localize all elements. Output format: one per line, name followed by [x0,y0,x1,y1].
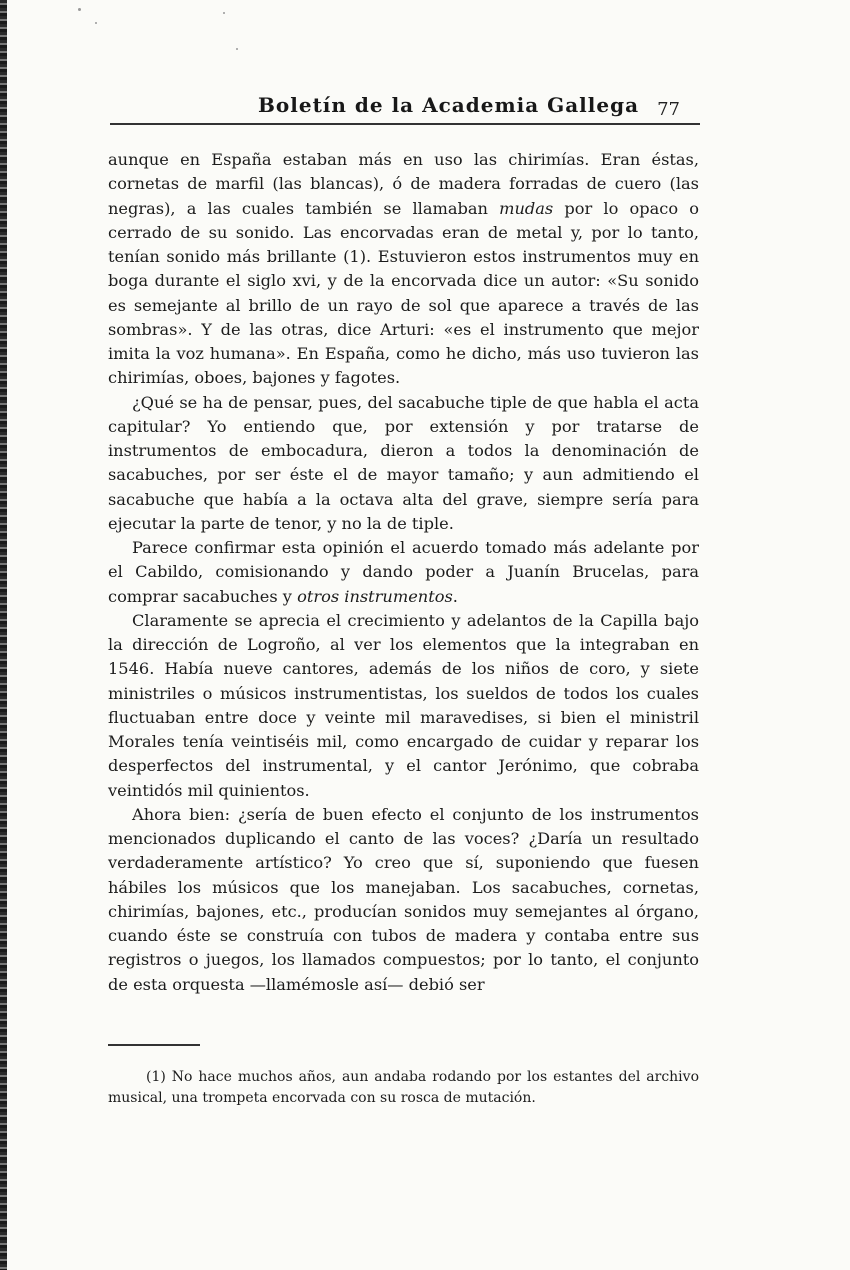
paragraph: aunque en España estaban más en uso las chirimías. Eran éstas, cornetas de marfil (las blancas), ó de madera forradas de cuero (las negras), a las cuales también se llamaban mudas por lo opaco o cerrado de su sonido. Las encorvadas eran de metal y, por lo tanto, tenían sonido más brillante (1). Estuvieron estos instrumentos muy en boga durante el siglo xvi, y de la encorvada dice un autor: «Su sonido es semejante al brillo de un rayo de sol que aparece a través de las sombras». Y de las otras, dice Arturi: «es el instrumento que mejor imita la voz humana». En España, como he dicho, más uso tuvieron las chirimías, oboes, bajones y fagotes. [108,150,699,388]
footnote: (1) No hace muchos años, aun andaba rodando por los estantes del archivo musical, una trompeta encorvada con su rosca de mutación. [108,1069,699,1106]
paragraph: Ahora bien: ¿sería de buen efecto el conjunto de los instrumentos mencionados duplicando el canto de las voces? ¿Daría un resultado verdaderamente artístico? Yo creo que sí, suponiendo que fuesen hábiles los músicos que los manejaban. Los sacabuches, cornetas, chirimías, bajones, etc., producían sonidos muy semejantes al órgano, cuando éste se construía con tubos de madera y contaba entre sus registros o juegos, los llamados compuestos; por lo tanto, el conjunto de esta orquesta —llamémosle así— debió ser [108,804,699,994]
italic-term: mudas [499,198,554,218]
paragraph: Claramente se aprecia el crecimiento y adelantos de la Capilla bajo la dirección de Logroño, al ver los elementos que la integraban en 1546. Había nueve cantores, además de los niños de coro, y siete ministriles o músicos instrumentistas, los sueldos de todos los cuales fluctuaban entre doce y veinte mil maravedises, si bien el ministril Morales tenía veintiséis mil, como encargado de cuidar y reparar los desperfectos del instrumental, y el cantor Jerónimo, que cobraba veintidós mil quinientos. [108,610,699,800]
body-text [108,148,699,997]
scan-binding-edge [0,0,7,1270]
scan-speck [223,12,225,14]
footnote-rule [108,1044,200,1046]
scan-speck [95,22,97,24]
running-header [110,93,700,125]
paragraph: ¿Qué se ha de pensar, pues, del sacabuche tiple de que habla el acta capitular? Yo entiendo que, por extensión y por tratarse de instrumentos de embocadura, dieron a todos la denominación de sacabuches, por ser éste el de mayor tamaño; y aun admitiendo el sacabuche que había a la octava alta del grave, siempre sería para ejecutar la parte de tenor, y no la de tiple. [108,392,699,533]
scan-speck [236,48,238,50]
paragraph: Parece confirmar esta opinión el acuerdo tomado más adelante por el Cabildo, comisionando y dando poder a Juanín Brucelas, para comprar sacabuches y otros instrumentos. [108,538,699,606]
italic-term: otros instrumentos [297,586,453,606]
header-rule [110,123,700,125]
journal-title: Boletín de la Academia Gallega [258,93,640,117]
scan-speck [78,8,81,11]
page-number: 77 [657,99,680,120]
